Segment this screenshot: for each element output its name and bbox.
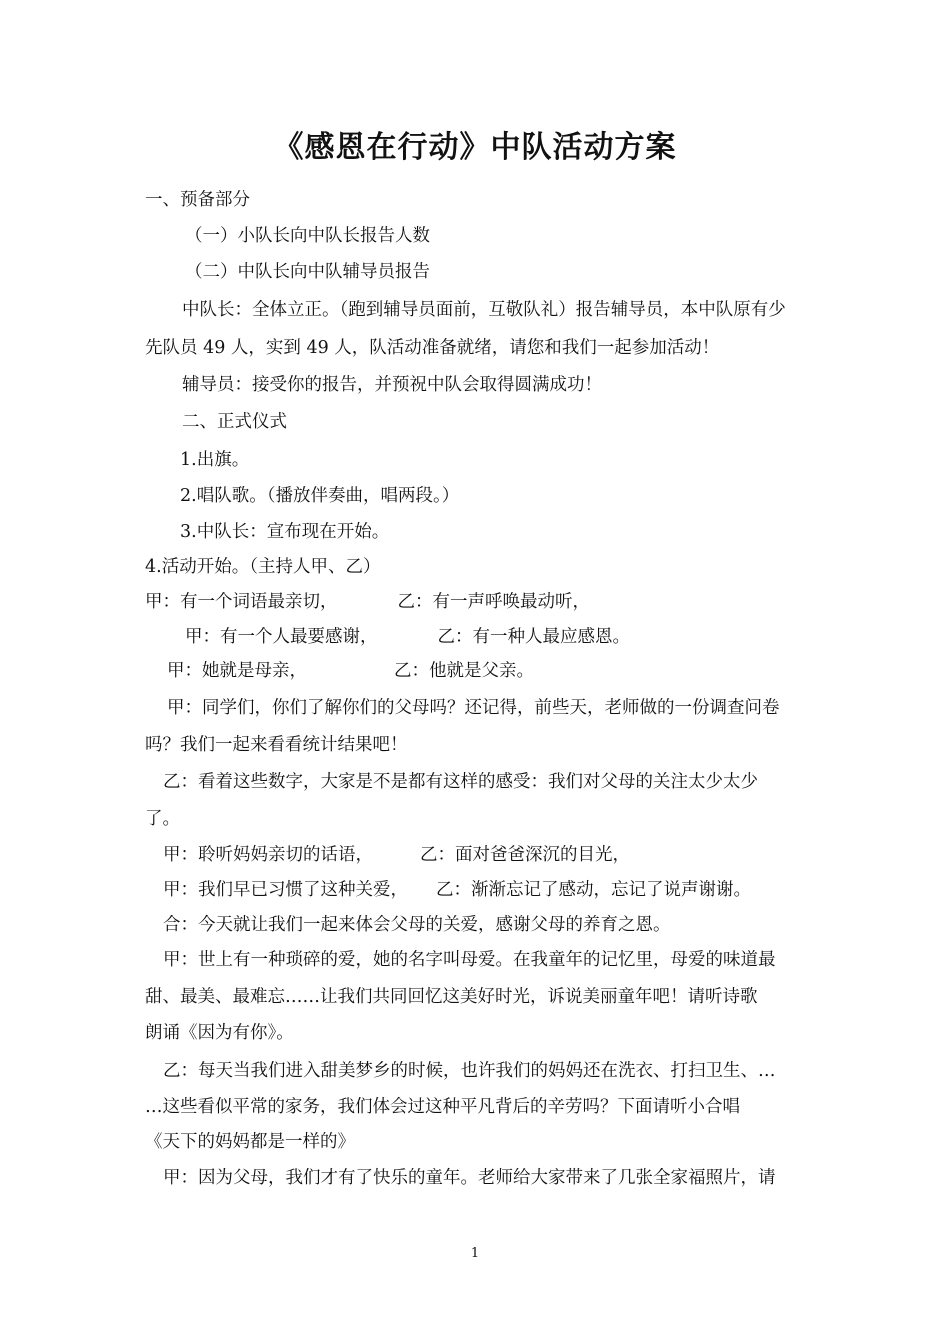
paragraph-line: …这些看似平常的家务，我们体会过这种平凡背后的辛劳吗？下面请听小合唱 [145, 1097, 740, 1117]
dialogue-yi: 乙：有一种人最应感恩。 [437, 627, 630, 647]
list-item: 2.唱队歌。（播放伴奏曲，唱两段。） [180, 486, 460, 506]
section-heading: 一、预备部分 [145, 190, 250, 210]
paragraph-line: 甜、最美、最难忘……让我们共同回忆这美好时光，诉说美丽童年吧！请听诗歌 [145, 987, 758, 1007]
dialogue-line [145, 590, 590, 614]
paragraph-line: 《天下的妈妈都是一样的》 [145, 1132, 355, 1152]
paragraph-line: 乙：每天当我们进入甜美梦乡的时候，也许我们的妈妈还在洗衣、打扫卫生、… [163, 1061, 776, 1081]
dialogue-line [163, 843, 630, 867]
paragraph-line: 中队长：全体立正。（跑到辅导员面前，互敬队礼）报告辅导员，本中队原有少 [182, 300, 786, 320]
page-number: 1 [470, 1246, 480, 1261]
list-item: 3.中队长：宣布现在开始。 [180, 522, 390, 542]
paragraph-line: 了。 [145, 809, 180, 829]
list-item: 1.出旗。 [180, 450, 250, 470]
paragraph-line: 辅导员：接受你的报告，并预祝中队会取得圆满成功！ [182, 375, 602, 395]
section-heading: 二、正式仪式 [182, 412, 287, 432]
dialogue-jia: 甲：她就是母亲， [167, 661, 307, 681]
paragraph-line: 甲：世上有一种琐碎的爱，她的名字叫母爱。在我童年的记忆里，母爱的味道最 [163, 950, 776, 970]
dialogue-jia: 甲：有一个人最要感谢， [185, 627, 378, 647]
dialogue-yi: 乙：渐渐忘记了感动，忘记了说声谢谢。 [436, 880, 751, 900]
dialogue-jia: 甲：我们早已习惯了这种关爱， [163, 880, 408, 900]
paragraph-line: 甲：同学们，你们了解你们的父母吗？还记得，前些天，老师做的一份调查问卷 [167, 698, 780, 718]
dialogue-line [167, 659, 534, 683]
dialogue-yi: 乙：他就是父亲。 [394, 661, 534, 681]
paragraph-line: 吗？我们一起来看看统计结果吧！ [145, 735, 408, 755]
page-title: 《感恩在行动》中队活动方案 [273, 130, 677, 165]
paragraph-line: 朗诵《因为有你》。 [145, 1023, 294, 1043]
paragraph-line: 合：今天就让我们一起来体会父母的关爱，感谢父母的养育之恩。 [163, 915, 671, 935]
paragraph-line: （二）中队长向中队辅导员报告 [185, 262, 430, 282]
paragraph-line: （一）小队长向中队长报告人数 [185, 226, 430, 246]
paragraph-line: 乙：看着这些数字，大家是不是都有这样的感受：我们对父母的关注太少太少 [163, 772, 758, 792]
dialogue-line [185, 625, 630, 649]
dialogue-line [163, 878, 751, 902]
list-item: 4.活动开始。（主持人甲、乙） [145, 557, 381, 577]
paragraph-line: 先队员 49 人，实到 49 人，队活动准备就绪，请您和我们一起参加活动！ [145, 338, 720, 358]
dialogue-yi: 乙：面对爸爸深沉的目光， [420, 845, 630, 865]
paragraph-line: 甲：因为父母，我们才有了快乐的童年。老师给大家带来了几张全家福照片，请 [163, 1168, 776, 1188]
dialogue-jia: 甲：聆听妈妈亲切的话语， [163, 845, 373, 865]
dialogue-yi: 乙：有一声呼唤最动听， [397, 592, 590, 612]
dialogue-jia: 甲：有一个词语最亲切， [145, 592, 338, 612]
